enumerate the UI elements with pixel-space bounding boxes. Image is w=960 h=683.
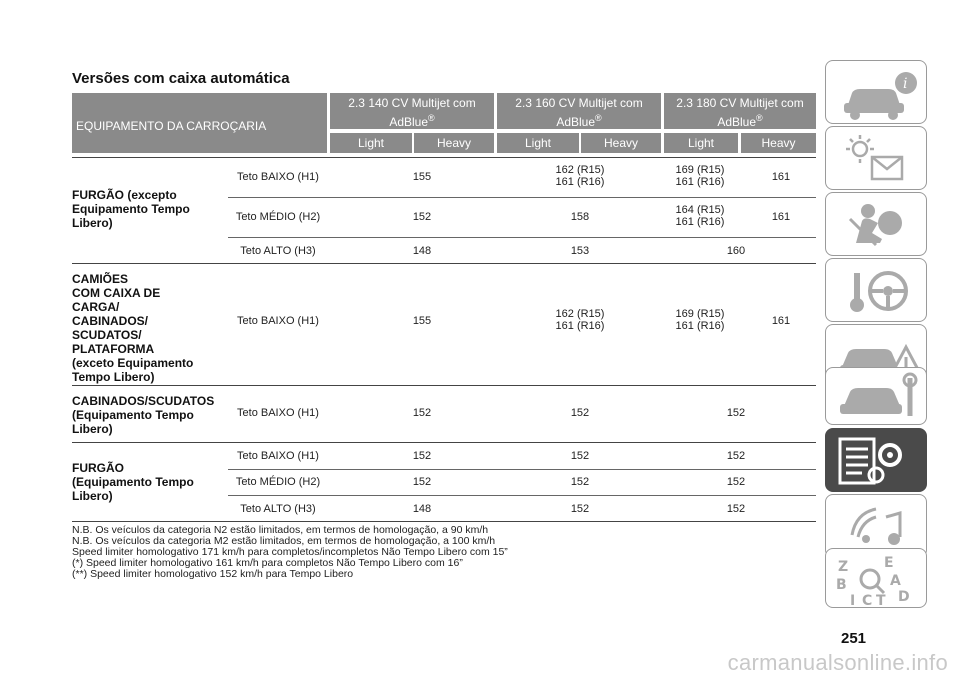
table-cell: 152 — [412, 450, 432, 462]
group-label-camioes: CAMIÕES COM CAIXA DE CARGA/ CABINADOS/ SCUDATOS/ PLATAFORMA (exceto Equipamento Tempo Libero) — [72, 272, 194, 384]
header-light: Light — [497, 133, 579, 153]
header-engine-180-reg: ® — [756, 113, 763, 123]
footnote: N.B. Os veículos da categoria M2 estão limitados, em termos de homologação, a 100 km/h — [72, 535, 496, 547]
svg-text:E: E — [884, 555, 894, 571]
airbag-safety-icon — [826, 193, 928, 257]
header-engine-140-line2: AdBlue — [389, 115, 429, 129]
table-bottom-rule — [72, 521, 816, 522]
table-cell: 148 — [412, 503, 432, 515]
svg-text:C: C — [862, 593, 873, 609]
tab-dashboard-lights[interactable] — [825, 126, 927, 190]
table-cell: 152 — [726, 407, 746, 419]
table-cell: 161 — [771, 211, 791, 223]
footnote: N.B. Os veículos da categoria N2 estão limitados, em termos de homologação, a 90 km/h — [72, 524, 489, 536]
header-engine-180 — [664, 93, 816, 129]
service-maintenance-icon — [826, 368, 928, 426]
tab-safety[interactable] — [825, 192, 927, 256]
row-divider — [228, 237, 816, 238]
row-divider — [228, 469, 816, 470]
svg-text:I: I — [850, 593, 856, 609]
table-row-roof: Teto BAIXO (H1) — [237, 171, 319, 183]
watermark: carmanualsonline.info — [727, 650, 948, 675]
table-row-roof: Teto ALTO (H3) — [240, 245, 316, 257]
table-cell: 161 — [771, 315, 791, 327]
tab-starting-driving[interactable] — [825, 258, 927, 322]
group-divider — [72, 385, 816, 386]
table-cell: 162 (R15) 161 (R16) — [555, 308, 605, 332]
table-cell: 164 (R15) 161 (R16) — [675, 204, 725, 228]
header-engine-160-line1: 2.3 160 CV Multijet com — [515, 96, 643, 110]
table-cell: 155 — [412, 171, 432, 183]
car-info-icon — [826, 61, 928, 125]
table-cell: 158 — [570, 211, 590, 223]
header-light: Light — [664, 133, 738, 153]
header-heavy: Heavy — [581, 133, 661, 153]
header-engine-180-line2: AdBlue — [717, 115, 757, 129]
table-cell: 148 — [412, 245, 432, 257]
table-row-roof: Teto BAIXO (H1) — [237, 450, 319, 462]
footnote: (**) Speed limiter homologativo 152 km/h para Tempo Libero — [72, 568, 354, 580]
header-equipment-label: EQUIPAMENTO DA CARROÇARIA — [76, 119, 267, 133]
table-row-roof: Teto ALTO (H3) — [240, 503, 316, 515]
svg-text:i: i — [903, 76, 908, 92]
header-engine-180-line1: 2.3 180 CV Multijet com — [676, 96, 804, 110]
header-engine-140-reg: ® — [428, 113, 435, 123]
row-divider — [228, 495, 816, 496]
alphabetical-index-icon — [826, 549, 928, 609]
dashboard-warning-lights-icon — [826, 127, 928, 191]
table-cell: 152 — [412, 476, 432, 488]
svg-text:B: B — [836, 577, 847, 593]
table-cell: 152 — [726, 450, 746, 462]
footnote: Speed limiter homologativo 171 km/h para completos/incompletos Não Tempo Libero com 15” — [72, 546, 508, 558]
group-divider — [72, 442, 816, 443]
table-cell: 152 — [570, 450, 590, 462]
table-cell: 169 (R15) 161 (R16) — [675, 308, 725, 332]
table-cell: 152 — [412, 407, 432, 419]
group-label-cabinados: CABINADOS/SCUDATOS (Equipamento Tempo Libero) — [72, 394, 215, 436]
table-cell: 155 — [412, 315, 432, 327]
svg-text:D: D — [898, 589, 910, 605]
header-engine-160-line2: AdBlue — [556, 115, 596, 129]
table-cell: 152 — [412, 211, 432, 223]
footnote: (*) Speed limiter homologativo 161 km/h para completos Não Tempo Libero com 16” — [72, 557, 463, 569]
page-number: 251 — [841, 630, 867, 647]
technical-data-icon — [826, 429, 928, 493]
tab-maintenance[interactable] — [825, 367, 927, 425]
tab-technical-data[interactable] — [825, 428, 927, 492]
header-equipment — [72, 93, 327, 153]
row-divider — [228, 197, 816, 198]
header-engine-140 — [330, 93, 494, 129]
table-cell: 162 (R15) 161 (R16) — [555, 164, 605, 188]
page-title: Versões com caixa automática — [72, 70, 290, 87]
table-row-roof: Teto MÉDIO (H2) — [235, 476, 321, 488]
table-row-roof: Teto MÉDIO (H2) — [235, 211, 321, 223]
table-cell: 169 (R15) 161 (R16) — [675, 164, 725, 188]
header-heavy: Heavy — [741, 133, 816, 153]
header-engine-160-reg: ® — [595, 113, 602, 123]
table-cell: 153 — [570, 245, 590, 257]
table-cell: 152 — [570, 407, 590, 419]
header-engine-140-line1: 2.3 140 CV Multijet com — [348, 96, 476, 110]
table-rule — [72, 157, 816, 158]
key-steering-wheel-icon — [826, 259, 928, 323]
table-cell: 152 — [570, 503, 590, 515]
group-label-furgao-excepto: FURGÃO (excepto Equipamento Tempo Libero) — [72, 188, 190, 230]
table-cell: 152 — [726, 476, 746, 488]
table-cell: 160 — [726, 245, 746, 257]
svg-text:T: T — [876, 593, 886, 609]
group-divider — [72, 263, 816, 264]
header-light: Light — [330, 133, 412, 153]
svg-text:Z: Z — [838, 559, 849, 575]
header-engine-160 — [497, 93, 661, 129]
table-row-roof: Teto BAIXO (H1) — [237, 407, 319, 419]
tab-index[interactable] — [825, 548, 927, 608]
group-label-furgao: FURGÃO (Equipamento Tempo Libero) — [72, 461, 194, 503]
table-row-roof: Teto BAIXO (H1) — [237, 315, 319, 327]
tab-car-info[interactable] — [825, 60, 927, 124]
svg-text:A: A — [890, 573, 901, 589]
header-heavy: Heavy — [414, 133, 494, 153]
table-cell: 152 — [726, 503, 746, 515]
table-cell: 161 — [771, 171, 791, 183]
table-cell: 152 — [570, 476, 590, 488]
